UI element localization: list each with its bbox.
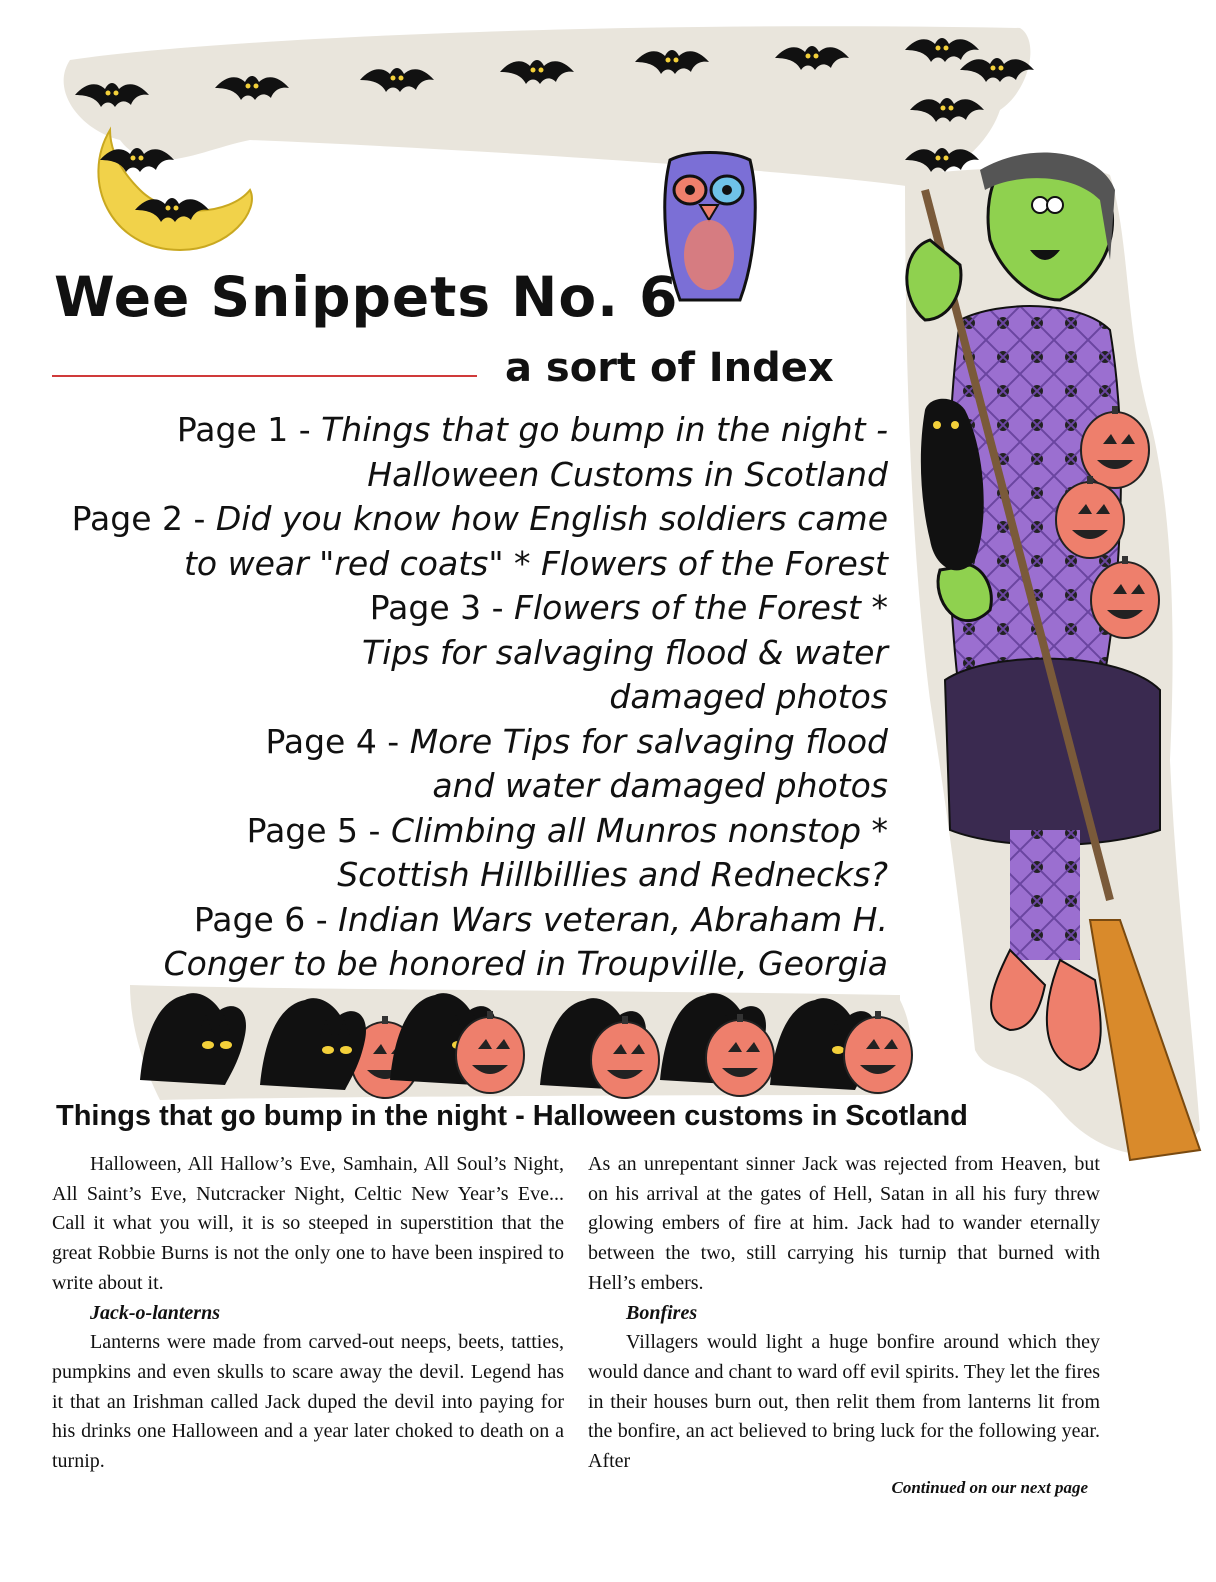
index-page-label: Page 2 - — [71, 499, 216, 538]
article-column-right — [588, 1150, 1100, 1477]
index-page-label: Page 5 - — [246, 810, 391, 850]
continued-note: Continued on our next page — [891, 1478, 1088, 1497]
newsletter-title: Wee Snippets No. 6 — [54, 265, 679, 329]
index-description: damaged photos — [609, 677, 888, 716]
index-entry — [40, 586, 888, 720]
section-heading-jack-o-lanterns: Jack-o-lanterns — [90, 1301, 220, 1324]
index-description: Flowers of the Forest * — [514, 588, 888, 627]
index-page-label: Page 3 - — [369, 588, 514, 627]
article-headline: Things that go bump in the night - Halloween customs in Scotland — [56, 1100, 968, 1132]
index-entry — [40, 809, 888, 898]
index-description: Climbing all Munros nonstop * — [390, 810, 888, 850]
index-description: Scottish Hillbillies and Rednecks? — [337, 855, 888, 894]
divider-rule — [52, 375, 477, 377]
article-paragraph: As an unrepentant sinner Jack was rejected from Heaven, but on his arrival at the gates of Hell, Satan in all his fury threw glowing embers of fire at him. Jack had to wander eternally between the two, still carrying his turnip that burned with Hell’s embers. — [588, 1153, 1100, 1294]
index-description: Things that go bump in the night - — [321, 410, 888, 449]
article-paragraph: Lanterns were made from carved-out neeps, beets, tatties, pumpkins and even skulls to scare away the devil. Legend has it that an Irishman called Jack duped the devil into paying for his drinks one Halloween and a year later choked to death on a turnip. — [52, 1331, 564, 1473]
index-description: and water damaged photos — [432, 766, 888, 805]
index-entry — [40, 720, 888, 809]
index-entry — [40, 898, 888, 987]
index-page-label: Page 4 - — [265, 721, 410, 761]
index-page-label: Page 1 - — [176, 410, 322, 449]
index-description: Halloween Customs in Scotland — [367, 454, 888, 494]
index-subtitle: a sort of Index — [505, 345, 834, 391]
index-entry — [40, 408, 888, 497]
index-description: Conger to be honored in Troupville, Georgia — [163, 944, 888, 983]
section-heading-bonfires: Bonfires — [626, 1301, 698, 1324]
article-paragraph: Villagers would light a huge bonfire around which they would dance and chant to ward off evil spirits. They let the fires in their houses burn out, then relit them from lanterns lit from the bonfire, an act believed to bring luck for the following year. After — [588, 1331, 1100, 1473]
index-description: More Tips for salvaging flood — [409, 721, 888, 761]
index-description: Indian Wars veteran, Abraham H. — [338, 899, 888, 939]
index-description: to wear "red coats" * Flowers of the Forest — [183, 543, 888, 583]
index-description: Did you know how English soldiers came — [215, 499, 888, 538]
article-paragraph: Halloween, All Hallow’s Eve, Samhain, All Soul’s Night, All Saint’s Eve, Nutcracker Night, Celtic New Year’s Eve... Call it what you will, it is so steeped in superstition that the great Robbie Burns is not the only one to have been inspired to write about it. — [52, 1153, 564, 1294]
index-entry — [40, 497, 888, 586]
index-list — [40, 408, 888, 987]
index-description: Tips for salvaging flood & water — [361, 632, 888, 672]
article-column-left — [52, 1150, 564, 1477]
index-page-label: Page 6 - — [193, 899, 339, 939]
